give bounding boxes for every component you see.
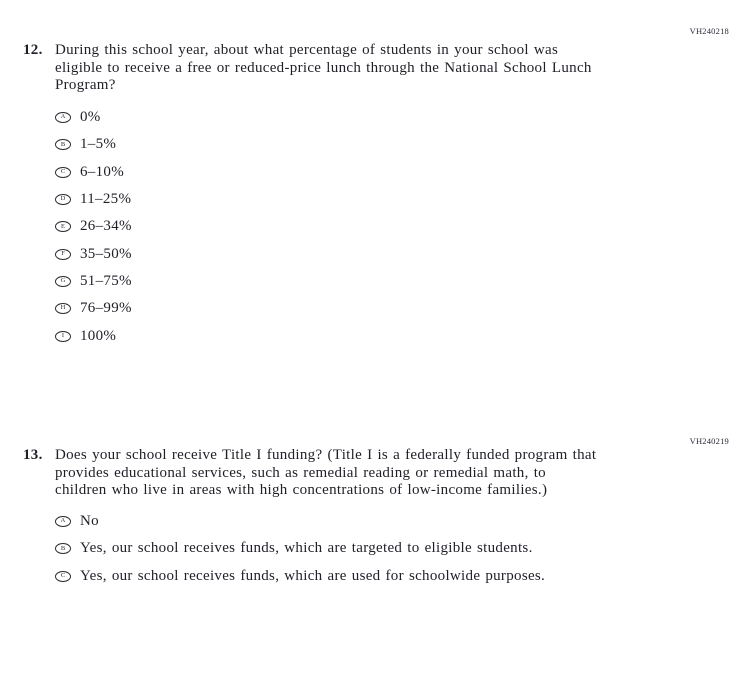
question-13 <box>23 447 596 500</box>
option-label: 1–5% <box>80 136 117 153</box>
option-row <box>55 240 132 267</box>
question-12-text-line: Program? <box>55 77 116 94</box>
option-row <box>55 322 132 349</box>
option-label: 51–75% <box>80 272 132 289</box>
bubble-letter: A <box>60 517 66 525</box>
option-label: No <box>80 513 99 530</box>
bubble-letter: I <box>61 331 65 339</box>
option-label: Yes, our school receives funds, which are targeted to eligible students. <box>80 540 533 557</box>
answer-bubble-g[interactable] <box>55 276 71 287</box>
answer-bubble-e[interactable] <box>55 221 71 232</box>
option-row <box>55 295 132 322</box>
option-label: 0% <box>80 109 101 126</box>
answer-bubble-b[interactable] <box>55 139 71 150</box>
question-12 <box>23 42 592 95</box>
question-13-options <box>55 508 545 590</box>
option-label: 26–34% <box>80 218 132 235</box>
question-12-text-line: eligible to receive a free or reduced-price lunch through the National School Lunch <box>55 59 592 76</box>
answer-bubble-c[interactable] <box>55 571 71 582</box>
question-13-accession-code: VH240219 <box>689 436 729 446</box>
answer-bubble-f[interactable] <box>55 249 71 260</box>
bubble-letter: B <box>60 544 66 552</box>
option-row <box>55 213 132 240</box>
answer-bubble-d[interactable] <box>55 194 71 205</box>
bubble-letter: F <box>61 250 65 258</box>
bubble-letter: A <box>60 113 66 121</box>
bubble-letter: B <box>60 140 66 148</box>
bubble-letter: D <box>60 195 66 203</box>
question-12-text <box>55 42 592 95</box>
question-13-number: 13. <box>23 447 43 463</box>
option-label: 100% <box>80 327 117 344</box>
option-row <box>55 563 545 590</box>
answer-bubble-h[interactable] <box>55 303 71 314</box>
bubble-letter: H <box>60 304 66 312</box>
option-row <box>55 186 132 213</box>
question-13-text-line: provides educational services, such as remedial reading or remedial math, to <box>55 464 546 481</box>
question-13-text-line: Does your school receive Title I funding? (Title I is a federally funded program that <box>55 447 597 463</box>
bubble-letter: C <box>60 168 66 176</box>
bubble-letter: C <box>60 572 66 580</box>
question-12-accession-code: VH240218 <box>689 26 729 36</box>
option-row <box>55 535 545 562</box>
answer-bubble-c[interactable] <box>55 167 71 178</box>
answer-bubble-a[interactable] <box>55 112 71 123</box>
question-12-text-line: During this school year, about what percentage of students in your school was <box>55 42 559 58</box>
option-row <box>55 268 132 295</box>
bubble-letter: G <box>60 277 66 285</box>
bubble-letter: E <box>61 222 65 230</box>
option-label: 76–99% <box>80 300 132 317</box>
option-label: 6–10% <box>80 163 124 180</box>
question-13-text-line: children who live in areas with high concentrations of low-income families.) <box>55 482 548 499</box>
option-row <box>55 159 132 186</box>
question-13-text <box>55 447 596 500</box>
question-12-options <box>55 104 132 350</box>
option-row <box>55 131 132 158</box>
option-row <box>55 104 132 131</box>
option-row <box>55 508 545 535</box>
option-label: Yes, our school receives funds, which are used for schoolwide purposes. <box>80 567 546 584</box>
question-12-number: 12. <box>23 42 43 58</box>
option-label: 11–25% <box>80 191 132 208</box>
option-label: 35–50% <box>80 245 132 262</box>
answer-bubble-b[interactable] <box>55 543 71 554</box>
answer-bubble-i[interactable] <box>55 331 71 342</box>
answer-bubble-a[interactable] <box>55 516 71 527</box>
